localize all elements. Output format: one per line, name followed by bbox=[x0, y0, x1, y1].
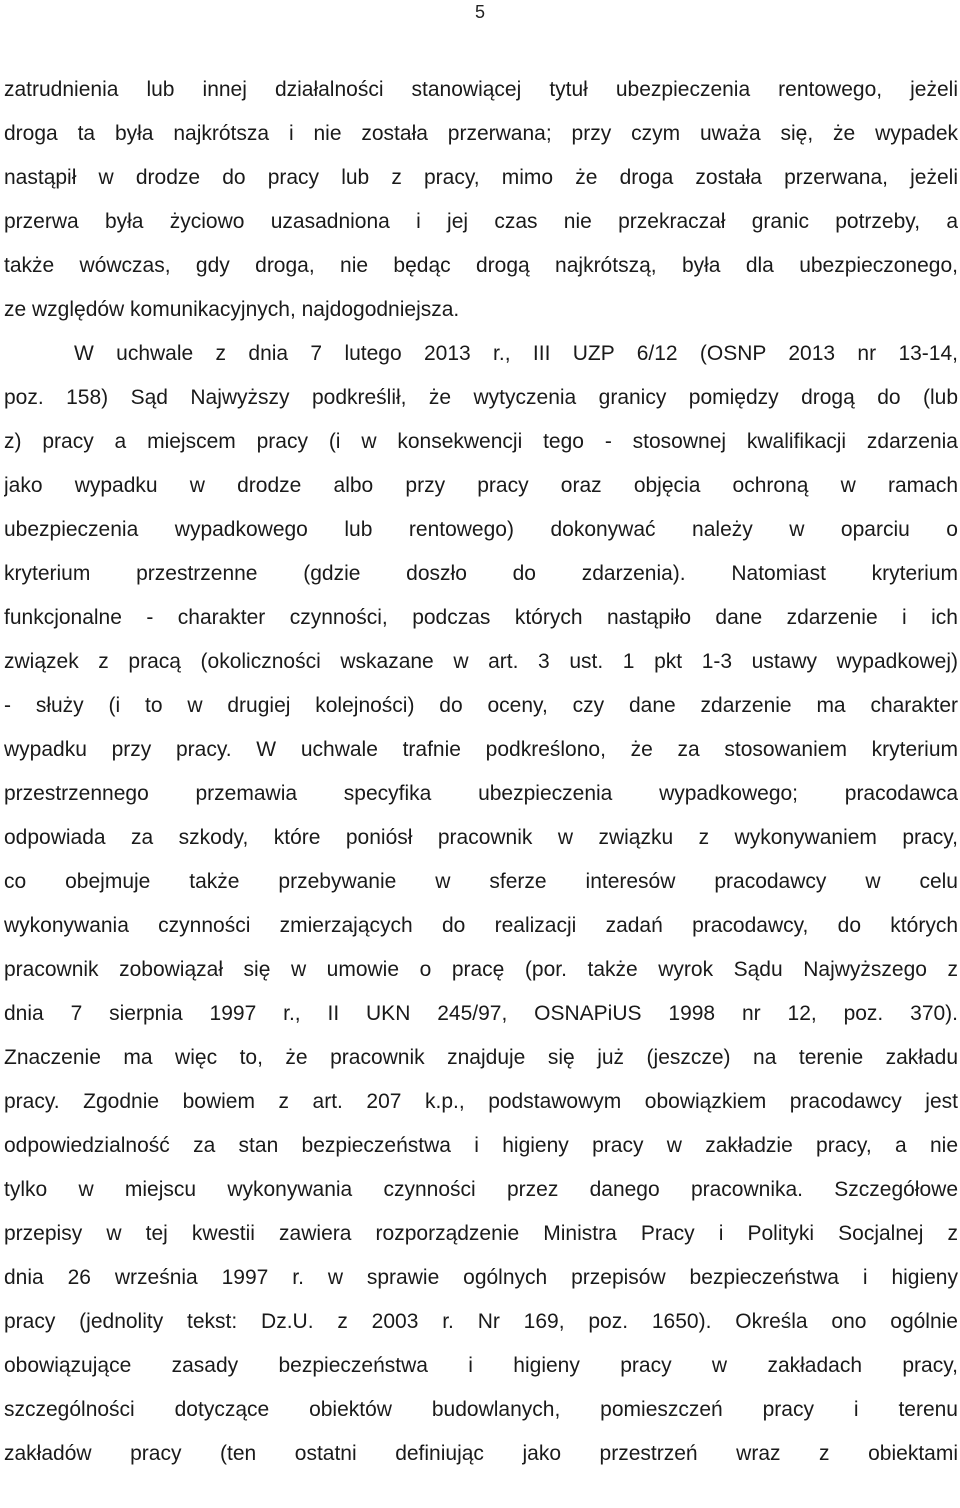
text-line: dnia 7 sierpnia 1997 r., II UKN 245/97, OSNAPiUS 1998 nr 12, poz. 370). bbox=[4, 1002, 958, 1025]
text-line: przerwa była życiowo uzasadniona i jej czas nie przekraczał granic potrzeby, a bbox=[4, 210, 958, 233]
text-line: zakładów pracy (ten ostatni definiując jako przestrzeń wraz z obiektami bbox=[4, 1442, 958, 1465]
text-line: szczególności dotyczące obiektów budowlanych, pomieszczeń pracy i terenu bbox=[4, 1398, 958, 1421]
text-line: wypadku przy pracy. W uchwale trafnie podkreślono, że za stosowaniem kryterium bbox=[4, 738, 958, 761]
text-line: odpowiada za szkody, które poniósł pracownik w związku z wykonywaniem pracy, bbox=[4, 826, 958, 849]
text-line: W uchwale z dnia 7 lutego 2013 r., III UZP 6/12 (OSNP 2013 nr 13-14, bbox=[74, 342, 958, 365]
page-number: 5 bbox=[474, 2, 485, 22]
text-line: także wówczas, gdy droga, nie będąc drogą najkrótszą, była dla ubezpieczonego, bbox=[4, 254, 958, 277]
text-line: poz. 158) Sąd Najwyższy podkreślił, że wytyczenia granicy pomiędzy drogą do (lub bbox=[4, 386, 958, 409]
text-line: pracy (jednolity tekst: Dz.U. z 2003 r. Nr 169, poz. 1650). Określa ono ogólnie bbox=[4, 1310, 958, 1333]
text-line: z) pracy a miejscem pracy (i w konsekwencji tego - stosownej kwalifikacji zdarzenia bbox=[4, 430, 958, 453]
text-line: co obejmuje także przebywanie w sferze interesów pracodawcy w celu bbox=[4, 870, 958, 893]
text-line: wykonywania czynności zmierzających do realizacji zadań pracodawcy, do których bbox=[4, 914, 958, 937]
text-line: obowiązujące zasady bezpieczeństwa i higieny pracy w zakładach pracy, bbox=[4, 1354, 958, 1377]
text-line: dnia 26 września 1997 r. w sprawie ogólnych przepisów bezpieczeństwa i higieny bbox=[4, 1266, 958, 1289]
text-line: związek z pracą (okoliczności wskazane w art. 3 ust. 1 pkt 1-3 ustawy wypadkowej) bbox=[4, 650, 958, 673]
text-line: nastąpił w drodze do pracy lub z pracy, mimo że droga została przerwana, jeżeli bbox=[4, 166, 958, 189]
text-line: tylko w miejscu wykonywania czynności przez danego pracownika. Szczegółowe bbox=[4, 1178, 958, 1201]
text-line: Znaczenie ma więc to, że pracownik znajduje się już (jeszcze) na terenie zakładu bbox=[4, 1046, 958, 1069]
text-line: zatrudnienia lub innej działalności stanowiącej tytuł ubezpieczenia rentowego, jeżeli bbox=[4, 78, 958, 101]
text-line: funkcjonalne - charakter czynności, podczas których nastąpiło dane zdarzenie i ich bbox=[4, 606, 958, 629]
text-line: - służy (i to w drugiej kolejności) do oceny, czy dane zdarzenie ma charakter bbox=[4, 694, 958, 717]
text-line: kryterium przestrzenne (gdzie doszło do zdarzenia). Natomiast kryterium bbox=[4, 562, 958, 585]
document-body-text bbox=[4, 68, 958, 1476]
text-line: pracownik zobowiązał się w umowie o pracę (por. także wyrok Sądu Najwyższego z bbox=[4, 958, 958, 981]
text-line: jako wypadku w drodze albo przy pracy oraz objęcia ochroną w ramach bbox=[4, 474, 958, 497]
text-line: ubezpieczenia wypadkowego lub rentowego) dokonywać należy w oparciu o bbox=[4, 518, 958, 541]
text-line: droga ta była najkrótsza i nie została przerwana; przy czym uważa się, że wypadek bbox=[4, 122, 958, 145]
text-line: przepisy w tej kwestii zawiera rozporządzenie Ministra Pracy i Polityki Socjalnej z bbox=[4, 1222, 958, 1245]
text-line: pracy. Zgodnie bowiem z art. 207 k.p., podstawowym obowiązkiem pracodawcy jest bbox=[4, 1090, 958, 1113]
text-line: ze względów komunikacyjnych, najdogodniejsza. bbox=[4, 298, 460, 321]
text-line: odpowiedzialność za stan bezpieczeństwa i higieny pracy w zakładzie pracy, a nie bbox=[4, 1134, 958, 1157]
text-line: przestrzennego przemawia specyfika ubezpieczenia wypadkowego; pracodawca bbox=[4, 782, 958, 805]
